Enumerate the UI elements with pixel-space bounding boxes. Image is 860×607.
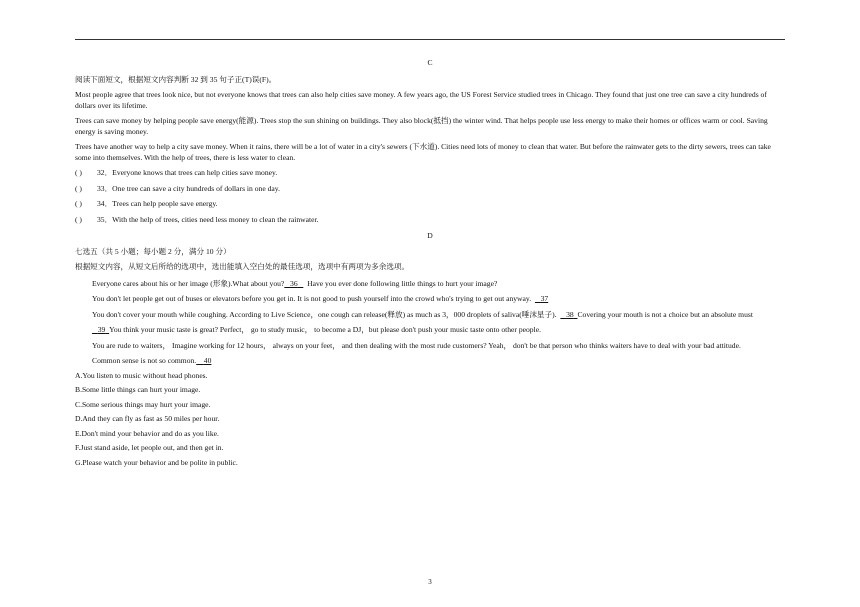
- question-32: [75, 168, 785, 179]
- option-a: A.You listen to music without head phones.: [75, 370, 208, 380]
- answer-paren[interactable]: ( ): [75, 199, 82, 208]
- question-text: 32．Everyone knows that trees can help cities save money.: [97, 168, 278, 177]
- section-d-instruction: 根据短文内容，从短文后所给的选项中，选出能填入空白处的最佳选项，选项中有两项为多余选项。: [75, 262, 410, 271]
- question-34: [75, 199, 785, 210]
- cloze-paragraph-3: You don't cover your mouth while coughing. According to Live Science，one cough can release(释放) as much as 3，000 droplets of saliva(唾沫星子). 38 Covering your mouth is not a choice but an absolute must: [92, 309, 753, 319]
- section-c-paragraph-3: Trees have another way to help a city save money. When it rains, there will be a lot of water in a city's sewers (下水道). Cities need lots of money to clean that water. But before the rainwater gets to the dirty sewers, trees can take some into themselves. With the help of trees, there is less water to clean.: [75, 142, 771, 162]
- cloze-paragraph-4: 39 You think your music taste is great? Perfect， go to study music， to become a DJ，but please don't push your music taste onto other people.: [75, 325, 785, 336]
- cloze-paragraph-5: You are rude to waiters， Imagine working for 12 hours， always on your feet， and then dealing with the most rude customers? Yeah， don't be that person who thinks waiters have to deal with your bad attitude.: [92, 340, 741, 350]
- section-c-paragraph-2: Trees can save money by helping people save energy(能源). Trees stop the sun shining on buildings. They also block(抵挡) the winter wind. That helps people use less energy to make their homes or offices warm or cool. Saving energy is saving money.: [75, 116, 768, 136]
- blank-40[interactable]: 40: [203, 356, 212, 365]
- header-rule: [75, 39, 785, 40]
- question-text: 33．One tree can save a city hundreds of dollars in one day.: [97, 183, 280, 193]
- section-c-instruction: 阅读下面短文，根据短文内容判断 32 到 35 句子正(T)误(F)。: [75, 74, 277, 84]
- answer-paren[interactable]: ( ): [75, 214, 82, 224]
- option-d: D.And they can fly as fast as 50 miles per hour.: [75, 414, 220, 423]
- section-c-letter: C: [427, 58, 433, 67]
- cloze-paragraph-6: Common sense is not so common. 40: [92, 356, 212, 365]
- blank-37[interactable]: 37: [540, 294, 549, 303]
- section-c-paragraph-1: Most people agree that trees look nice, but not everyone knows that trees can also help cities save money. A few years ago, the US Forest Service studied trees in Chicago. They found that just one tree can save a city hundreds of dollars over its lifetime.: [75, 90, 767, 110]
- question-text: 35．With the help of trees, cities need less money to clean the rainwater.: [97, 214, 319, 224]
- answer-paren[interactable]: ( ): [75, 168, 82, 177]
- blank-38[interactable]: 38: [566, 309, 574, 319]
- option-c: C.Some serious things may hurt your image.: [75, 399, 211, 409]
- option-f: F.Just stand aside, let people out, and then get in.: [75, 443, 224, 452]
- page-number: 3: [428, 578, 432, 586]
- answer-paren[interactable]: ( ): [75, 183, 82, 193]
- cloze-paragraph-2: You don't let people get out of buses or elevators before you get in. It is not good to push yourself into the crowd who's trying to get out anyway. 37: [92, 294, 549, 303]
- blank-36[interactable]: 36: [290, 278, 298, 288]
- option-g: G.Please watch your behavior and be polite in public.: [75, 457, 238, 467]
- cloze-paragraph-1: Everyone cares about his or her image (形象).What about you? 36 Have you ever done following little things to hurt your image?: [92, 278, 498, 288]
- section-d-letter: D: [427, 231, 433, 240]
- option-e: E.Don't mind your behavior and do as you like.: [75, 428, 219, 438]
- page-content: [75, 58, 785, 468]
- option-b: B.Some little things can hurt your image.: [75, 385, 201, 394]
- question-35: [75, 215, 785, 226]
- section-d-heading: 七选五（共 5 小题；每小题 2 分，满分 10 分）: [75, 246, 231, 256]
- blank-39[interactable]: 39: [97, 325, 106, 334]
- question-33: [75, 184, 785, 195]
- options-list: [75, 371, 785, 469]
- question-text: 34．Trees can help people save energy.: [97, 199, 218, 208]
